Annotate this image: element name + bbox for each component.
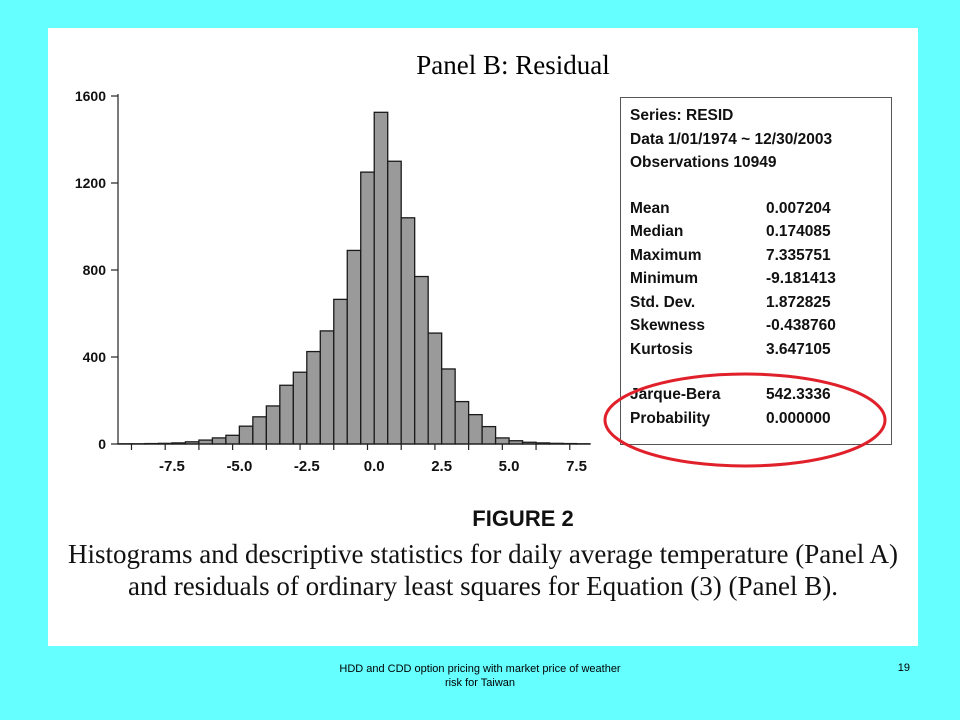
stats-label: Skewness — [630, 317, 705, 334]
histogram-bar — [266, 406, 279, 444]
stats-row — [630, 244, 891, 268]
histogram-bar — [239, 426, 252, 444]
x-tick-label: 7.5 — [566, 458, 587, 475]
histogram-bar — [455, 402, 468, 444]
histogram-bar — [374, 112, 387, 444]
stats-value: 7.335751 — [766, 246, 831, 264]
stats-value: -9.181413 — [766, 270, 836, 287]
stats-row — [630, 267, 891, 291]
y-tick-label: 400 — [82, 349, 106, 365]
histogram-bar — [361, 172, 374, 444]
stats-label: Kurtosis — [630, 340, 693, 358]
y-tick-label: 0 — [98, 436, 106, 452]
histogram-bar — [401, 218, 414, 444]
x-tick-label: -2.5 — [293, 458, 320, 475]
stats-label: Maximum — [630, 246, 702, 264]
figure-panel — [48, 28, 918, 646]
stats-label: Probability — [630, 409, 711, 427]
chart-title: Panel B: Residual — [416, 50, 610, 80]
stats-row — [630, 338, 891, 362]
x-tick-label: 2.5 — [431, 458, 453, 475]
histogram-bar — [469, 415, 482, 444]
figure-label: FIGURE 2 — [472, 506, 574, 531]
histogram-bar — [496, 438, 509, 444]
y-tick-label: 1200 — [74, 175, 106, 191]
page-number: 19 — [897, 662, 910, 674]
stats-value: 542.3336 — [766, 386, 831, 403]
histogram-bar — [320, 331, 333, 444]
histogram-bar — [442, 369, 455, 444]
stats-value: 0.174085 — [766, 223, 831, 240]
stats-row — [630, 314, 891, 338]
stats-value: 3.647105 — [766, 340, 831, 358]
stats-row — [630, 220, 891, 244]
stats-value: -0.438760 — [766, 317, 836, 334]
stats-row — [630, 197, 891, 221]
stats-label: Std. Dev. — [630, 293, 696, 311]
x-tick-label: 0.0 — [363, 458, 385, 475]
stats-series: Series: RESID — [630, 107, 734, 124]
histogram-bar — [347, 250, 360, 444]
x-tick-label: 5.0 — [498, 458, 520, 475]
stats-label: Jarque-Bera — [630, 386, 721, 403]
histogram-bar — [280, 385, 293, 444]
histogram-bar — [253, 417, 266, 444]
histogram-bar — [334, 299, 347, 444]
histogram-bar — [415, 277, 428, 444]
stats-label: Minimum — [630, 270, 699, 287]
y-tick-label: 800 — [82, 262, 106, 278]
stats-label: Mean — [630, 199, 670, 217]
stats-data-range: Data 1/01/1974 ~ 12/30/2003 — [630, 130, 833, 148]
histogram-bar — [482, 427, 495, 444]
footer-text: HDD and CDD option pricing with market price of weather risk for Taiwan — [339, 663, 621, 689]
histogram-bar — [428, 333, 441, 444]
stats-observations: Observations 10949 — [630, 154, 777, 171]
stats-value: 0.007204 — [766, 199, 831, 217]
stats-row — [630, 291, 891, 315]
x-tick-label: -5.0 — [226, 458, 253, 475]
histogram-bar — [388, 161, 401, 444]
stats-value: 1.872825 — [766, 293, 831, 311]
histogram-bar — [293, 372, 306, 444]
histogram-bar — [212, 438, 225, 444]
histogram-chart — [48, 28, 608, 498]
histogram-bar — [307, 352, 320, 444]
highlight-ellipse-shape — [605, 374, 885, 466]
figure-caption: Histograms and descriptive statistics for daily average temperature (Panel A) and residuals of ordinary least squares for Equation (3) (Panel B). — [68, 539, 898, 601]
highlight-ellipse — [601, 370, 889, 470]
x-tick-label: -7.5 — [159, 458, 185, 475]
stats-value: 0.000000 — [766, 409, 831, 427]
y-tick-label: 1600 — [74, 88, 106, 104]
histogram-bar — [226, 435, 239, 444]
stats-label: Median — [630, 223, 684, 240]
